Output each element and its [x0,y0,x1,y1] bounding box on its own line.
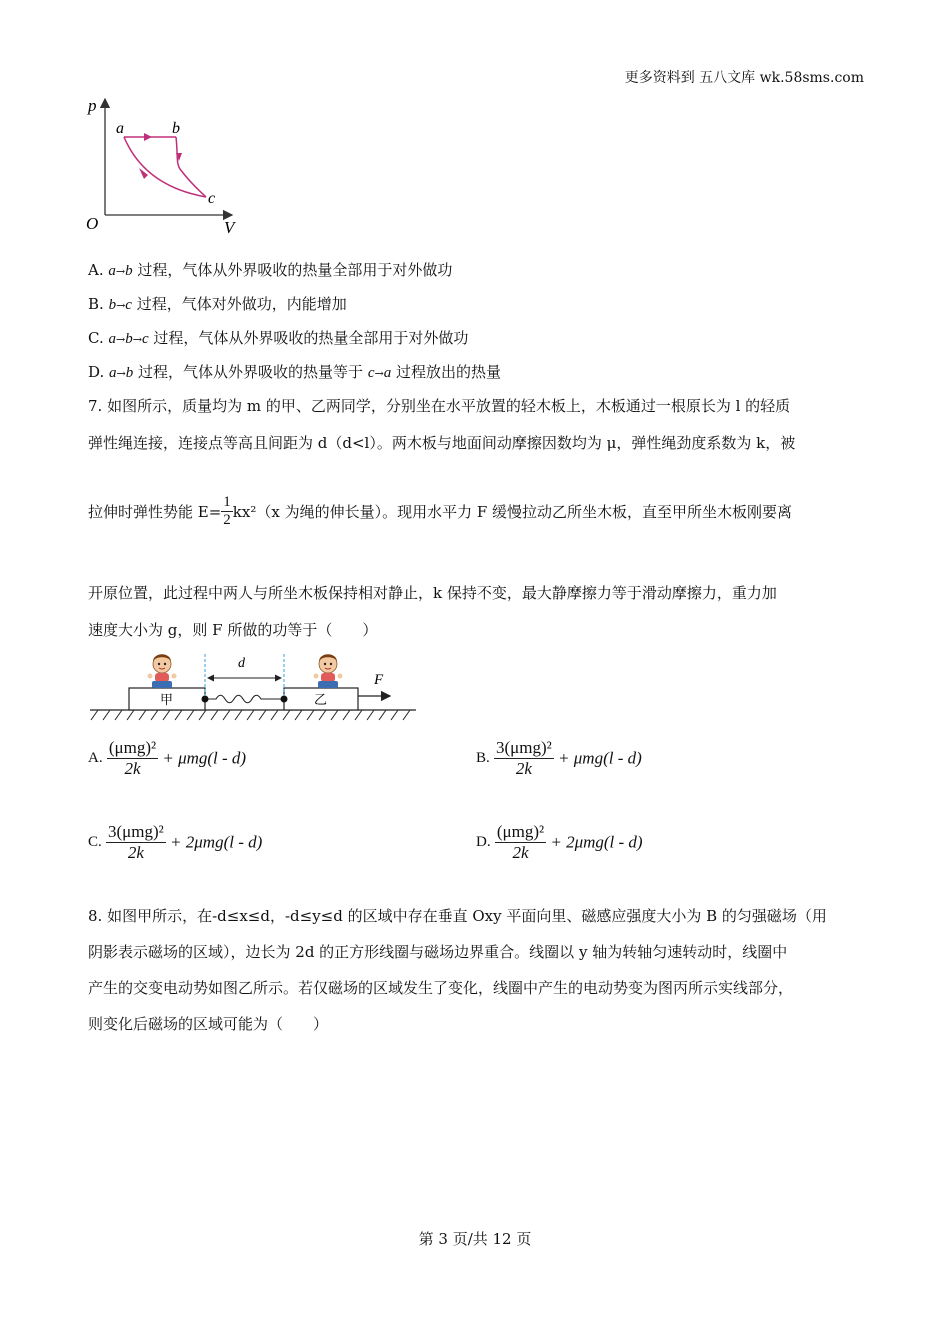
label-f: F [374,672,384,688]
page-header: 更多资料到 五八文库 wk.58sms.com [624,70,864,86]
point-a-label: a [116,120,124,137]
p-label: p [88,96,97,115]
process-ca [124,137,206,197]
q7-option-c: C. $\frac{\text{3(μmg)²}}{2k}$ + 2μmg(l - d) [88,822,263,862]
q7-line-3: 拉伸时弹性势能 E= $\frac{1}{2}$ kx²（x 为绳的伸长量）。现用水平力 F 缓慢拉动乙所坐木板，直至甲所坐木板刚要离 [88,494,793,528]
q7-line-5: 速度大小为 g，则 F 所做的功等于（ ） [88,621,378,639]
page-footer: 第 3 页/共 12 页 [418,1230,532,1248]
connection-point-left [202,696,209,703]
point-c-label: c [208,190,216,207]
q6-option-c: C. a→b→c 过程，气体从外界吸收的热量全部用于对外做功 [88,329,469,347]
boards-figure [88,650,420,728]
q8-line-1: 8. 如图甲所示，在-d≤x≤d，-d≤y≤d 的区域中存在垂直 Oxy 平面向里、磁感应强度大小为 B 的匀强磁场（用 [88,907,827,925]
student-jia-icon [148,654,177,688]
q7-option-b: B. $\frac{\text{3(μmg)²}}{2k}$ + μmg(l - d) [476,738,642,778]
label-jia: 甲 [160,692,174,707]
process-bc [176,137,206,197]
q7-option-a: A. $\frac{\text{(μmg)²}}{2k}$ + μmg(l - d) [88,738,247,778]
label-yi: 乙 [314,692,328,707]
q7-line-4: 开原位置，此过程中两人与所坐木板保持相对静止，k 保持不变，最大静摩擦力等于滑动摩擦力，重力加 [88,584,777,602]
connection-point-right [281,696,288,703]
one-half-fraction: $\frac{1}{2}$ [223,494,231,528]
q8-line-3: 产生的交变电动势如图乙所示。若仅磁场的区域发生了变化，线圈中产生的电动势变为图丙所示实线部分， [88,979,794,997]
point-b-label: b [172,120,180,137]
label-d: d [238,656,245,671]
elastic-cord [205,695,284,703]
origin-label: O [86,214,99,233]
q8-line-2: 阴影表示磁场的区域），边长为 2d 的正方形线圈与磁场边界重合。线圈以 y 轴为转轴匀速转动时，线圈中 [88,943,788,961]
q7-line-1: 7. 如图所示，质量均为 m 的甲、乙两同学，分别坐在水平放置的轻木板上，木板通过一根原长为 l 的轻质 [88,397,791,415]
ground-hatch [91,710,410,720]
q7-option-d: D. $\frac{\text{(μmg)²}}{2k}$ + 2μmg(l - d) [476,822,643,862]
q6-option-a: A. a→b 过程，气体从外界吸收的热量全部用于对外做功 [88,261,453,279]
arrow-ab [144,133,152,141]
q6-option-b: B. b→c 过程，气体对外做功，内能增加 [88,295,347,313]
q7-line-2: 弹性绳连接，连接点等高且间距为 d（d<l）。两木板与地面间动摩擦因数均为 μ，弹性绳劲度系数为 k，被 [88,434,796,452]
student-yi-icon [314,654,343,688]
q6-option-d: D. a→b 过程，气体从外界吸收的热量等于 c→a 过程放出的热量 [88,363,502,381]
pv-graph [82,95,242,237]
v-label: V [224,218,235,237]
q8-line-4: 则变化后磁场的区域可能为（ ） [88,1015,329,1033]
